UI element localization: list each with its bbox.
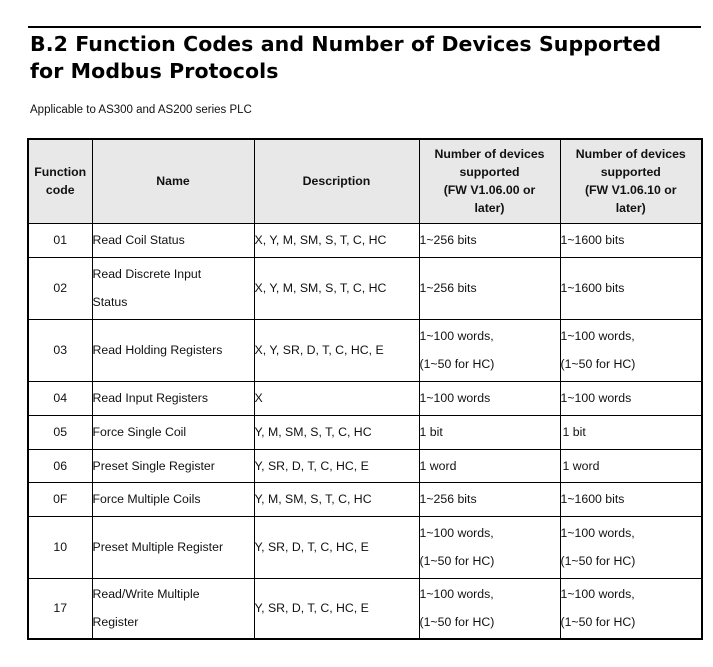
cell-text: 1~1600 bits <box>560 492 625 506</box>
cell-devices-fw1 <box>419 449 560 482</box>
cell-name <box>92 257 254 319</box>
cell-text: 1~100 words <box>419 391 491 405</box>
cell-devices-fw2 <box>560 516 702 578</box>
cell-devices-fw2 <box>560 319 702 381</box>
cell-name <box>92 415 254 449</box>
header-text: supported <box>459 165 520 180</box>
cell-text: 1~256 bits <box>419 281 477 295</box>
cell-text: 1 word <box>562 458 600 473</box>
cell-devices-fw2 <box>560 415 702 449</box>
cell-text: Preset Multiple Register <box>92 540 224 554</box>
section-top-rule <box>28 26 701 28</box>
cell-text: Preset Single Register <box>92 458 215 473</box>
cell-text: Register <box>92 615 139 630</box>
cell-description: X, Y, M, SM, S, T, C, HC <box>254 257 419 319</box>
cell-name <box>92 578 254 639</box>
cell-text: Status <box>92 295 128 309</box>
cell-devices-fw1 <box>419 482 560 516</box>
cell-text: (1~50 for HC) <box>419 357 495 371</box>
cell-description: X, Y, M, SM, S, T, C, HC <box>254 223 419 257</box>
cell-name <box>92 449 254 482</box>
section-heading <box>30 31 700 85</box>
header-text: (FW V1.06.10 or <box>584 183 677 198</box>
header-text: code <box>45 183 75 198</box>
table-header-row <box>28 139 702 223</box>
table-row <box>28 223 702 257</box>
cell-devices-fw1 <box>419 516 560 578</box>
cell-text: 1 bit <box>419 425 443 439</box>
cell-devices-fw2 <box>560 381 702 415</box>
cell-text: Force Multiple Coils <box>92 492 201 506</box>
cell-description: Y, M, SM, S, T, C, HC <box>254 415 419 449</box>
cell-devices-fw2 <box>560 578 702 639</box>
table-row <box>28 578 702 639</box>
cell-text: Read Coil Status <box>92 233 185 247</box>
cell-devices-fw1 <box>419 223 560 257</box>
cell-text: Read Discrete Input <box>92 267 202 281</box>
header-text: later) <box>474 201 505 216</box>
cell-name <box>92 223 254 257</box>
applicability-note: Applicable to AS300 and AS200 series PLC <box>30 104 252 116</box>
cell-devices-fw1 <box>419 319 560 381</box>
header-text: later) <box>615 201 646 216</box>
header-text: Number of devices <box>575 147 686 162</box>
cell-text: 1~256 bits <box>419 492 477 506</box>
cell-text: 1~100 words, <box>560 587 635 602</box>
header-devices-fw-1-06-00 <box>419 139 560 223</box>
cell-function-code: 02 <box>28 257 92 319</box>
cell-text: 1~256 bits <box>419 233 477 247</box>
cell-text: 1~100 words, <box>419 329 494 343</box>
cell-text: 1 word <box>419 458 457 473</box>
cell-text: (1~50 for HC) <box>419 615 495 630</box>
cell-text: Read Input Registers <box>92 391 209 405</box>
table-row <box>28 381 702 415</box>
cell-text: 1~100 words <box>560 391 632 405</box>
cell-devices-fw2 <box>560 449 702 482</box>
cell-text: 1 bit <box>562 425 586 439</box>
cell-name <box>92 516 254 578</box>
cell-text: 1~1600 bits <box>560 281 625 295</box>
cell-function-code: 10 <box>28 516 92 578</box>
header-text: supported <box>600 165 661 180</box>
header-text: Function <box>34 165 87 180</box>
cell-text: (1~50 for HC) <box>560 357 636 371</box>
cell-devices-fw1 <box>419 578 560 639</box>
cell-text: 1~1600 bits <box>560 233 625 247</box>
cell-function-code: 05 <box>28 415 92 449</box>
cell-devices-fw2 <box>560 257 702 319</box>
cell-devices-fw1 <box>419 257 560 319</box>
cell-name <box>92 482 254 516</box>
cell-devices-fw2 <box>560 482 702 516</box>
cell-text: 1~100 words, <box>560 329 635 343</box>
cell-function-code: 06 <box>28 449 92 482</box>
cell-devices-fw1 <box>419 415 560 449</box>
cell-function-code: 17 <box>28 578 92 639</box>
header-text: (FW V1.06.00 or <box>443 183 536 198</box>
cell-function-code: 01 <box>28 223 92 257</box>
cell-function-code: 0F <box>28 482 92 516</box>
cell-devices-fw2 <box>560 223 702 257</box>
cell-function-code: 03 <box>28 319 92 381</box>
cell-name <box>92 319 254 381</box>
cell-description: Y, M, SM, S, T, C, HC <box>254 482 419 516</box>
header-name: Name <box>92 139 254 223</box>
cell-text: (1~50 for HC) <box>419 554 495 568</box>
cell-text: (1~50 for HC) <box>560 554 636 568</box>
table-row <box>28 449 702 482</box>
header-function-code <box>28 139 92 223</box>
cell-text: Read Holding Registers <box>92 343 223 357</box>
cell-name <box>92 381 254 415</box>
cell-description: Y, SR, D, T, C, HC, E <box>254 578 419 639</box>
cell-text: (1~50 for HC) <box>560 615 636 630</box>
function-code-table <box>27 138 703 640</box>
table-row <box>28 319 702 381</box>
table-row <box>28 257 702 319</box>
table-row <box>28 482 702 516</box>
table-row <box>28 415 702 449</box>
header-devices-fw-1-06-10 <box>560 139 702 223</box>
header-text: Number of devices <box>434 147 545 162</box>
heading-line-1: B.2 Function Codes and Number of Devices Supported <box>30 32 662 56</box>
cell-text: 1~100 words, <box>419 526 494 540</box>
cell-description: X, Y, SR, D, T, C, HC, E <box>254 319 419 381</box>
header-description: Description <box>254 139 419 223</box>
cell-devices-fw1 <box>419 381 560 415</box>
cell-description: Y, SR, D, T, C, HC, E <box>254 516 419 578</box>
cell-description: Y, SR, D, T, C, HC, E <box>254 449 419 482</box>
cell-text: Read/Write Multiple <box>92 587 200 602</box>
table-row <box>28 516 702 578</box>
cell-text: 1~100 words, <box>419 587 494 602</box>
cell-description: X <box>254 381 419 415</box>
cell-text: Force Single Coil <box>92 425 187 439</box>
cell-text: 1~100 words, <box>560 526 635 540</box>
cell-function-code: 04 <box>28 381 92 415</box>
heading-line-2: for Modbus Protocols <box>30 59 279 83</box>
